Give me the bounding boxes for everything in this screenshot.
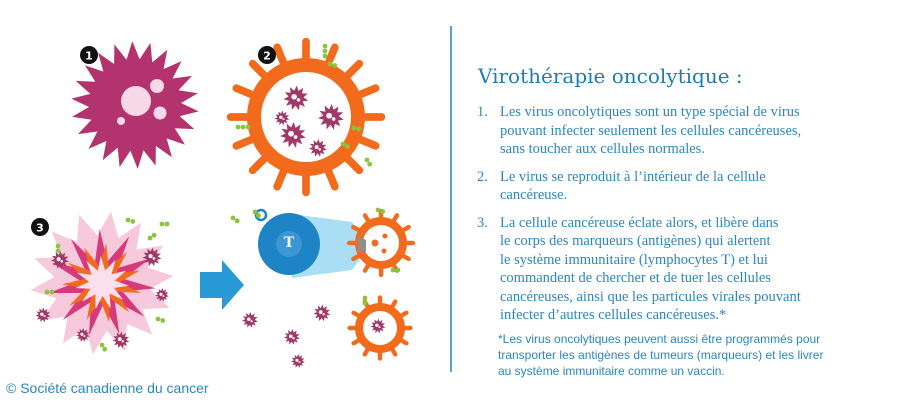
antigen-marker [45, 290, 50, 295]
cancer-cell-vesicle [117, 117, 125, 125]
step-line: infecter d’autres cellules cancéreuses.* [500, 307, 727, 323]
virus-particle-core [250, 320, 252, 322]
t-cell-label: T [283, 235, 295, 251]
antigen-marker [323, 54, 328, 59]
virus-particle-core [61, 260, 64, 263]
virus-particle-core [43, 315, 45, 317]
step-line: cancéreuse. [500, 187, 568, 203]
panel-title: Virothérapie oncolytique : [478, 64, 743, 88]
infected-cell-membrane [254, 65, 358, 169]
virus-particle-core [292, 337, 294, 339]
step-marker-1 [80, 46, 98, 64]
antigen-marker [323, 49, 328, 54]
step-line: le système immunitaire (lymphocytes T) et lui [500, 251, 768, 268]
antigen-marker [156, 317, 161, 322]
antigen-marker [126, 218, 131, 223]
steps-list [477, 103, 882, 334]
antigen-marker [130, 219, 135, 224]
virus-particle-core [375, 324, 378, 327]
antigen-marker [102, 347, 107, 352]
virus-particle-core [159, 293, 162, 296]
step-line: sans toucher aux cellules normales. [500, 141, 705, 157]
antigen-marker [56, 249, 61, 254]
virus-particle-core [378, 326, 380, 328]
cancer-cell-vesicle [150, 79, 164, 93]
virus-particle-core [118, 337, 122, 341]
antigen-marker [367, 162, 372, 167]
virus-particle-core [247, 317, 251, 321]
copyright-notice: © Société canadienne du cancer [6, 380, 209, 396]
antigen-marker [256, 213, 261, 218]
antigen-marker [380, 209, 385, 214]
step-number: 2. [477, 168, 488, 185]
virus-particle-core [297, 98, 301, 102]
virus-particle-core [80, 333, 83, 336]
step-line: le corps des marqueurs (antigènes) qui alertent [500, 233, 771, 249]
step-line: Les virus oncolytiques sont un type spécial de virus [500, 104, 800, 120]
antigen-marker [352, 126, 357, 131]
antigen-marker [323, 44, 328, 49]
virus-particle-core [319, 310, 323, 314]
step-marker-2-label: 2 [263, 49, 271, 63]
antigen-marker [365, 158, 370, 163]
virus-particle-core [122, 340, 124, 342]
antigen-marker [236, 125, 241, 130]
antigen-marker [231, 216, 236, 221]
step-line: cancéreuses, ainsi que les particules virales pouvant [500, 288, 801, 305]
antigen-marker [152, 233, 157, 238]
virus-particle-core [291, 94, 297, 100]
virus-particle-core [332, 117, 336, 121]
step-item-3 [477, 214, 882, 325]
antigen-marker [160, 222, 165, 227]
antigen-marker [165, 222, 170, 227]
virus-particle-core [289, 334, 293, 338]
virus-particle-core [282, 118, 284, 120]
step-line: commandent de chercher et de tuer les cellules [500, 270, 771, 286]
step-number: 3. [477, 214, 488, 231]
antigen-marker [363, 301, 368, 306]
virus-particle-core [153, 257, 156, 260]
footnote-line: au système immunitaire comme un vaccin. [498, 364, 725, 378]
step-number: 1. [477, 104, 488, 120]
virus-particle-core [319, 148, 322, 151]
antigen-marker [363, 296, 368, 301]
antigen-marker [332, 63, 337, 68]
virus-particle-core [57, 257, 61, 261]
virus-particle-core [83, 335, 85, 337]
step-item-1 [477, 103, 882, 159]
step3-bursting-cell [30, 212, 173, 355]
step-line: Le virus se reproduit à l’intérieur de la cellule [500, 168, 766, 185]
virus-particle-core [315, 145, 319, 149]
panel-divider [450, 26, 452, 372]
target-infected-cells [349, 211, 413, 358]
antigen-marker [396, 268, 401, 273]
step2-infected-cell [231, 42, 382, 193]
antigen-marker [391, 268, 396, 273]
antigen-marker [235, 218, 240, 223]
antigen-marker [100, 343, 105, 348]
footnote-line: transporter les antigènes de tumeurs (marqueurs) et les livrer [498, 348, 824, 362]
virus-particle-core [295, 359, 298, 362]
target-cell-dot [372, 240, 379, 247]
antigen-marker [56, 244, 61, 249]
step-marker-3 [31, 218, 49, 236]
target-cell-dot [383, 234, 388, 239]
virus-particle-core [326, 113, 332, 119]
antigen-marker [246, 125, 251, 130]
virus-particle-core [148, 254, 152, 258]
step-line: La cellule cancéreuse éclate alors, et libère dans [500, 214, 779, 231]
antigen-marker [253, 210, 258, 215]
virus-particle-core [294, 135, 298, 139]
step-line: pouvant infecter seulement les cellules cancéreuses, [500, 122, 802, 139]
antigen-marker [345, 144, 350, 149]
virus-particle-core [298, 361, 300, 363]
step-marker-2 [258, 46, 276, 64]
virus-particle-core [323, 313, 325, 315]
step-marker-1-label: 1 [85, 49, 93, 63]
footnote-line: *Les virus oncolytiques peuvent aussi être programmés pour [498, 332, 821, 346]
target-cell-dot [382, 249, 387, 254]
antigen-marker [357, 127, 362, 132]
antigen-marker [376, 208, 381, 213]
antigen-marker [328, 62, 333, 67]
antigen-marker [341, 142, 346, 147]
virus-particle-core [162, 295, 164, 297]
footnote [498, 331, 888, 379]
flow-arrow [200, 260, 244, 310]
antigen-marker [160, 318, 165, 323]
virus-particle-core [288, 131, 294, 137]
oncolytic-virotherapy-illustration [0, 0, 445, 400]
antigen-marker [148, 236, 153, 241]
antigen-marker [241, 125, 246, 130]
virus-particle-core [279, 116, 282, 119]
virus-particle-core [40, 313, 43, 316]
cancer-cell-vesicle [154, 107, 167, 120]
antigen-marker [50, 290, 55, 295]
cancer-cell-nucleus [121, 86, 151, 116]
step-item-2 [477, 168, 882, 205]
arrow-shape [200, 260, 244, 310]
step-marker-3-label: 3 [36, 221, 44, 235]
